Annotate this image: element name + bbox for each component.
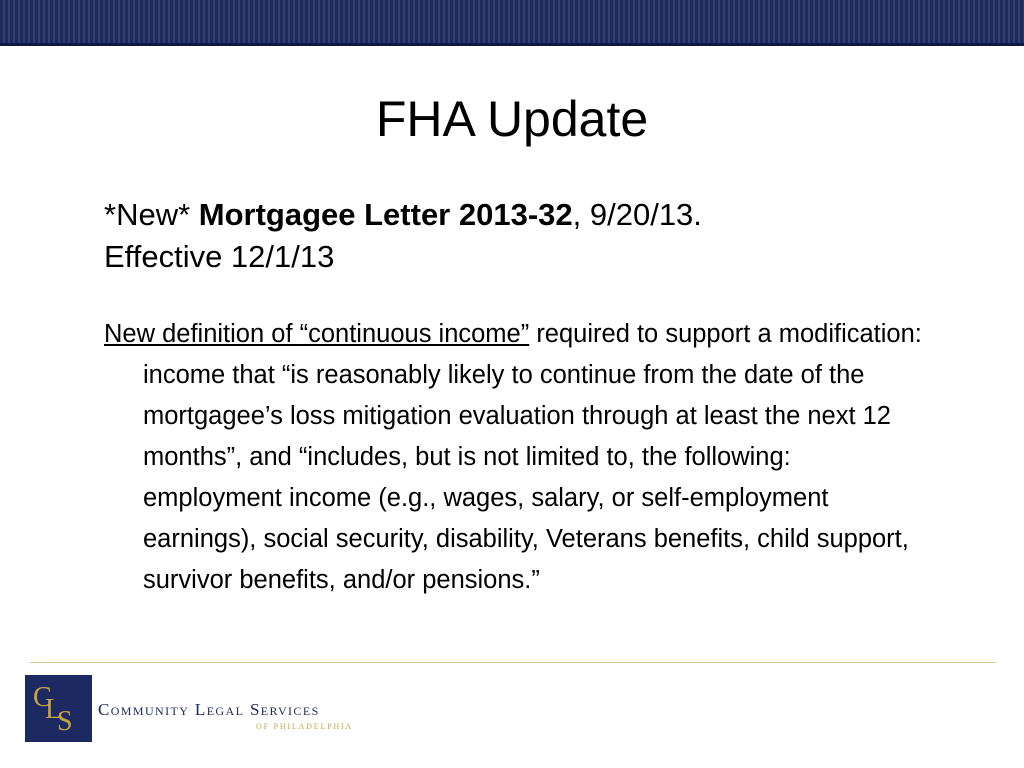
continuous-income-definition bbox=[104, 314, 934, 601]
footer-divider bbox=[30, 662, 996, 663]
bullet-mortgagee-letter bbox=[104, 194, 904, 278]
cls-logo bbox=[25, 675, 92, 742]
slide-title: FHA Update bbox=[375, 91, 649, 147]
definition-heading: New definition of “continuous income” bbox=[104, 320, 530, 348]
organization-name: Community Legal Services bbox=[98, 700, 320, 719]
organization-subtitle: OF PHILADELPHIA bbox=[256, 722, 353, 731]
logo-letter-l: L bbox=[45, 694, 63, 725]
definition-text: required to support a modification: income that “is reasonably likely to continue from the date of the mortgagee’s loss mitigation evaluation through at least the next 12 months”, and “includes, but is not limited to, the following: employment income (e.g., wages, salary, or self-employment earnings), social security, disability, Veterans benefits, child support, survivor benefits, and/or pensions.” bbox=[143, 320, 922, 594]
letter-date: , 9/20/13. bbox=[572, 197, 702, 232]
effective-date: Effective 12/1/13 bbox=[104, 239, 335, 274]
logo-letter-s: S bbox=[57, 706, 73, 737]
logo-letter-c: C bbox=[33, 682, 52, 713]
header-band bbox=[0, 0, 1024, 46]
letter-number: Mortgagee Letter 2013-32 bbox=[198, 197, 573, 232]
new-tag: *New* bbox=[104, 197, 199, 232]
